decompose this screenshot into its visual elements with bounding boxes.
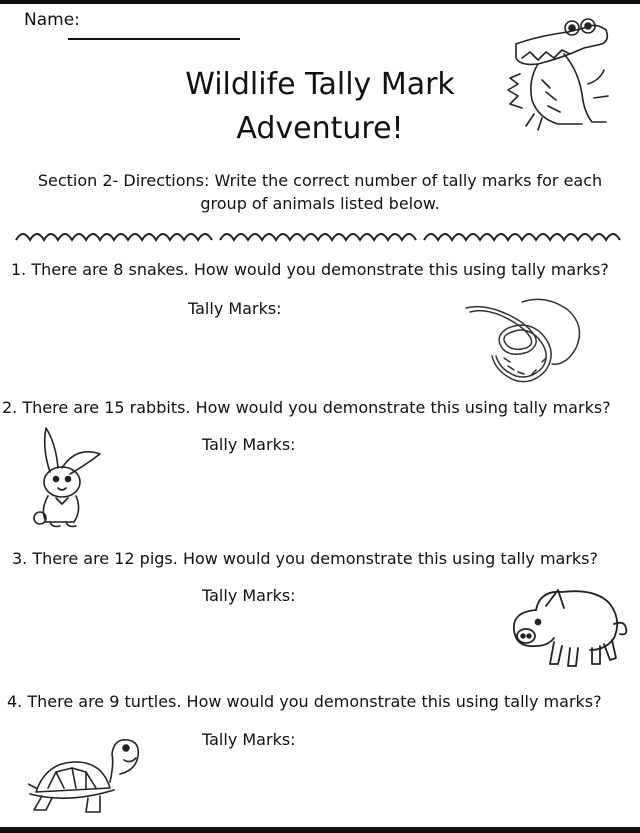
question-3: 3. There are 12 pigs. How would you demonstrate this using tally marks? xyxy=(12,549,598,568)
pig-icon xyxy=(506,584,636,670)
question-4: 4. There are 9 turtles. How would you demonstrate this using tally marks? xyxy=(7,692,602,711)
tally-label-1: Tally Marks: xyxy=(188,299,282,318)
top-border xyxy=(0,0,640,4)
bottom-border xyxy=(0,827,640,833)
name-line xyxy=(68,38,240,40)
question-2: 2. There are 15 rabbits. How would you demonstrate this using tally marks? xyxy=(2,398,611,417)
crocodile-icon xyxy=(498,14,618,134)
turtle-icon xyxy=(28,734,144,818)
wavy-divider xyxy=(14,226,626,248)
tally-label-3: Tally Marks: xyxy=(202,586,296,605)
rabbit-icon xyxy=(28,424,108,530)
tally-label-2: Tally Marks: xyxy=(202,435,296,454)
directions-line1: Section 2- Directions: Write the correct number of tally marks for each xyxy=(37,171,603,190)
page-title-line2: Adventure! xyxy=(236,111,404,146)
name-label: Name: xyxy=(24,10,80,30)
question-1: 1. There are 8 snakes. How would you demonstrate this using tally marks? xyxy=(11,260,609,279)
tally-label-4: Tally Marks: xyxy=(202,730,296,749)
snake-icon xyxy=(462,292,592,392)
directions-line2: group of animals listed below. xyxy=(200,194,440,213)
page-title-line1: Wildlife Tally Mark xyxy=(185,67,455,102)
